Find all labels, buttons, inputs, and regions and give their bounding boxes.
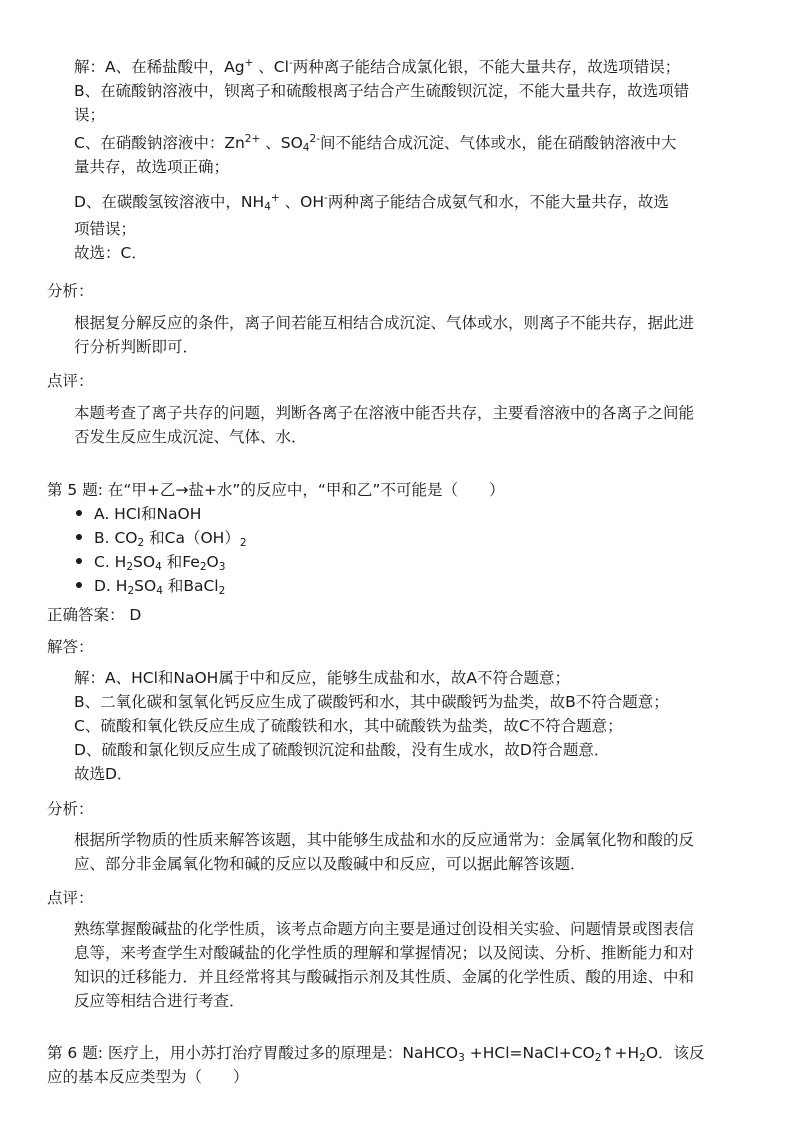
jieda-line: D、硫酸和氯化钡反应生成了硫酸钡沉淀和盐酸，没有生成水，故D符合题意． <box>74 741 610 759</box>
solution-line-b-cont: 误； <box>74 106 106 124</box>
review-label: 点评： <box>47 372 94 390</box>
review-line: 本题考查了离子共存的问题，判断各离子在溶液中能否共存，主要看溶液中的各离子之间能 <box>74 404 695 422</box>
question-6-title-cont: 应的基本反应类型为（ ） <box>47 1068 249 1086</box>
analysis-line: 行分析判断即可． <box>74 338 199 356</box>
solution-line-a: 解：A、在稀盐酸中，Ag+ 、Cl-两种离子能结合成氯化银，不能大量共存，故选项错误； <box>74 57 681 76</box>
option-b[interactable]: B. $CO_2$ 和$Ca(OH)_2$ <box>76 526 247 548</box>
solution-line-d-cont: 项错误； <box>74 220 137 238</box>
jieda-line: B、二氧化碳和氢氧化钙反应生成了碳酸钙和水，其中碳酸钙为盐类，故B不符合题意； <box>74 693 669 711</box>
analysis-line: 根据所学物质的性质来解答该题，其中能够生成盐和水的反应通常为：金属氧化物和酸的反 <box>74 831 695 849</box>
review-line: 知识的迁移能力．并且经常将其与酸碱指示剂及其性质、金属的化学性质、酸的用途、中和 <box>74 968 695 986</box>
jieda-label: 解答： <box>47 638 94 656</box>
question-5-title: 第 5 题: 在“甲+乙→盐+水”的反应中，“甲和乙”不可能是（ ） <box>47 481 505 499</box>
solution-line-c-cont: 量共存，故选项正确； <box>74 158 230 176</box>
solution-choice: 故选：C． <box>74 244 147 262</box>
jieda-line: 故选D． <box>74 765 133 783</box>
review-line: 反应等相结合进行考查． <box>74 992 245 1010</box>
review-line: 否发生反应生成沉淀、气体、水． <box>74 428 307 446</box>
option-a[interactable]: A. HCl和NaOH <box>76 502 201 524</box>
solution-line-d: D、在碳酸氢铵溶液中，$NH_4^+$ 、OH-两种离子能结合成氨气和水，不能大量共存，故选 <box>74 192 669 214</box>
solution-line-c: C、在硝酸钠溶液中：$Zn^{2+}$ 、$SO_4^{2-}$间不能结合成沉淀、气体或水，能在硝酸钠溶液中大 <box>74 133 677 155</box>
analysis-line: 根据复分解反应的条件，离子间若能互相结合成沉淀、气体或水，则离子不能共存，据此进 <box>74 314 695 332</box>
jieda-line: C、硫酸和氧化铁反应生成了硫酸铁和水，其中硫酸铁为盐类，故C不符合题意； <box>74 717 623 735</box>
jieda-line: 解：A、HCl和NaOH属于中和反应，能够生成盐和水，故A不符合题意； <box>74 669 570 687</box>
option-c[interactable]: C. $H_2SO_4$ 和$Fe_2O_3$ <box>76 550 225 572</box>
analysis-label: 分析： <box>47 800 94 818</box>
correct-answer: 正确答案： D <box>47 606 142 624</box>
analysis-label: 分析： <box>47 282 94 300</box>
question-6-title: 第 6 题: 医疗上，用小苏打治疗胃酸过多的原理是：NaHCO$_3$ $+HCl=NaCl+CO_2↑+H_2O$．该反 <box>47 1044 705 1065</box>
option-d[interactable]: D. $H_2SO_4$ 和BaCl$_2$ <box>76 574 225 596</box>
review-line: 息等，来考查学生对酸碱盐的化学性质的理解和掌握情况；以及阅读、分析、推断能力和对 <box>74 944 695 962</box>
review-label: 点评： <box>47 889 94 907</box>
solution-line-b: B、在硫酸钠溶液中，钡离子和硫酸根离子结合产生硫酸钡沉淀，不能大量共存，故选项错 <box>74 82 690 100</box>
review-line: 熟练掌握酸碱盐的化学性质，该考点命题方向主要是通过创设相关实验、问题情景或图表信 <box>74 920 695 938</box>
analysis-line: 应、部分非金属氧化物和碱的反应以及酸碱中和反应，可以据此解答该题． <box>74 855 586 873</box>
